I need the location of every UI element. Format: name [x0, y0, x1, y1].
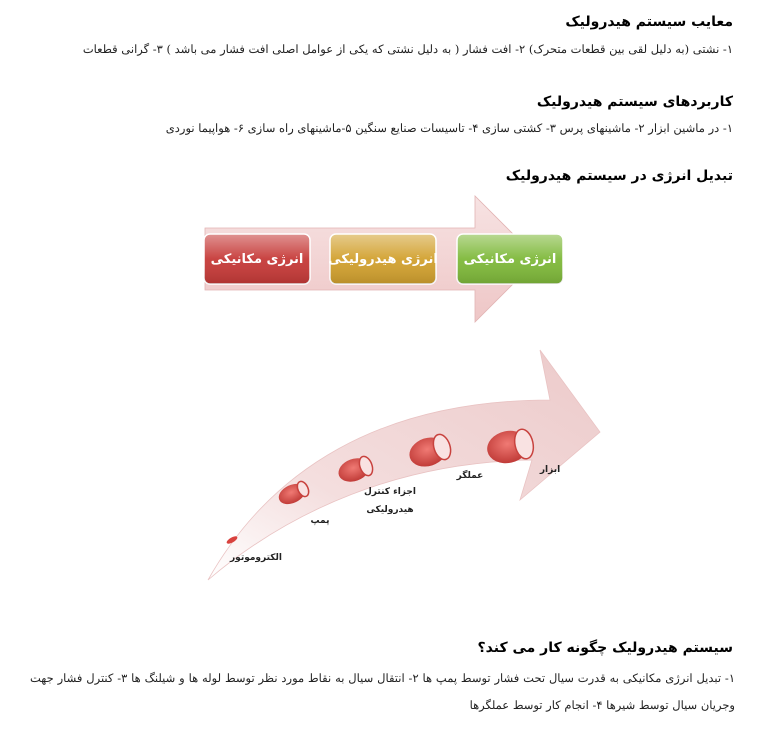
energy-box-3-label: انرژی مکانیکی [210, 252, 304, 267]
applications-text: ۱- در ماشین ابزار ۲- ماشینهای پرس ۳- کشتی سازی ۴- تاسیسات صنایع سنگین ۵-ماشینهای راه سازی ۶- هواپیما نوردی [165, 121, 733, 135]
step-control-label-1: اجزاء کنترل [364, 487, 416, 497]
step-actuator-label: عملگر [456, 471, 484, 481]
step-tool-label: ابزار [539, 465, 561, 475]
energy-box-1-label: انرژی مکانیکی [463, 252, 557, 267]
how-it-works-text: ۱- تبدیل انرژی مکانیکی به قدرت سیال تحت فشار توسط پمپ ها ۲- انتقال سیال به نقاط مورد نظر توسط لوله ها و شیلنگ ها ۳- کنترل فشار جهت وجریان سیال توسط شیرها ۴- انجام کار توسط عملگرها [30, 671, 736, 712]
energy-box-2-label: انرژی هیدرولیکی [328, 252, 438, 267]
disadvantages-title: معایب سیستم هیدرولیک [565, 14, 733, 30]
how-it-works-title: سیستم هیدرولیک چگونه کار می کند؟ [477, 640, 733, 656]
disadvantages-text: ۱- نشتی (به دلیل لقی بین قطعات متحرک) ۲- افت فشار ( به دلیل نشتی که یکی از عوامل اصلی افت فشار می باشد ) ۳- گرانی قطعات [82, 42, 733, 56]
step-electromotor-label: الکتروموتور [230, 553, 282, 563]
step-pump-label: پمپ [310, 516, 330, 526]
applications-title: کاربردهای سیستم هیدرولیک [536, 94, 733, 110]
step-control-label-2: هیدرولیکی [366, 505, 414, 515]
energy-conversion-title: تبدیل انرژی در سیستم هیدرولیک [505, 168, 733, 184]
